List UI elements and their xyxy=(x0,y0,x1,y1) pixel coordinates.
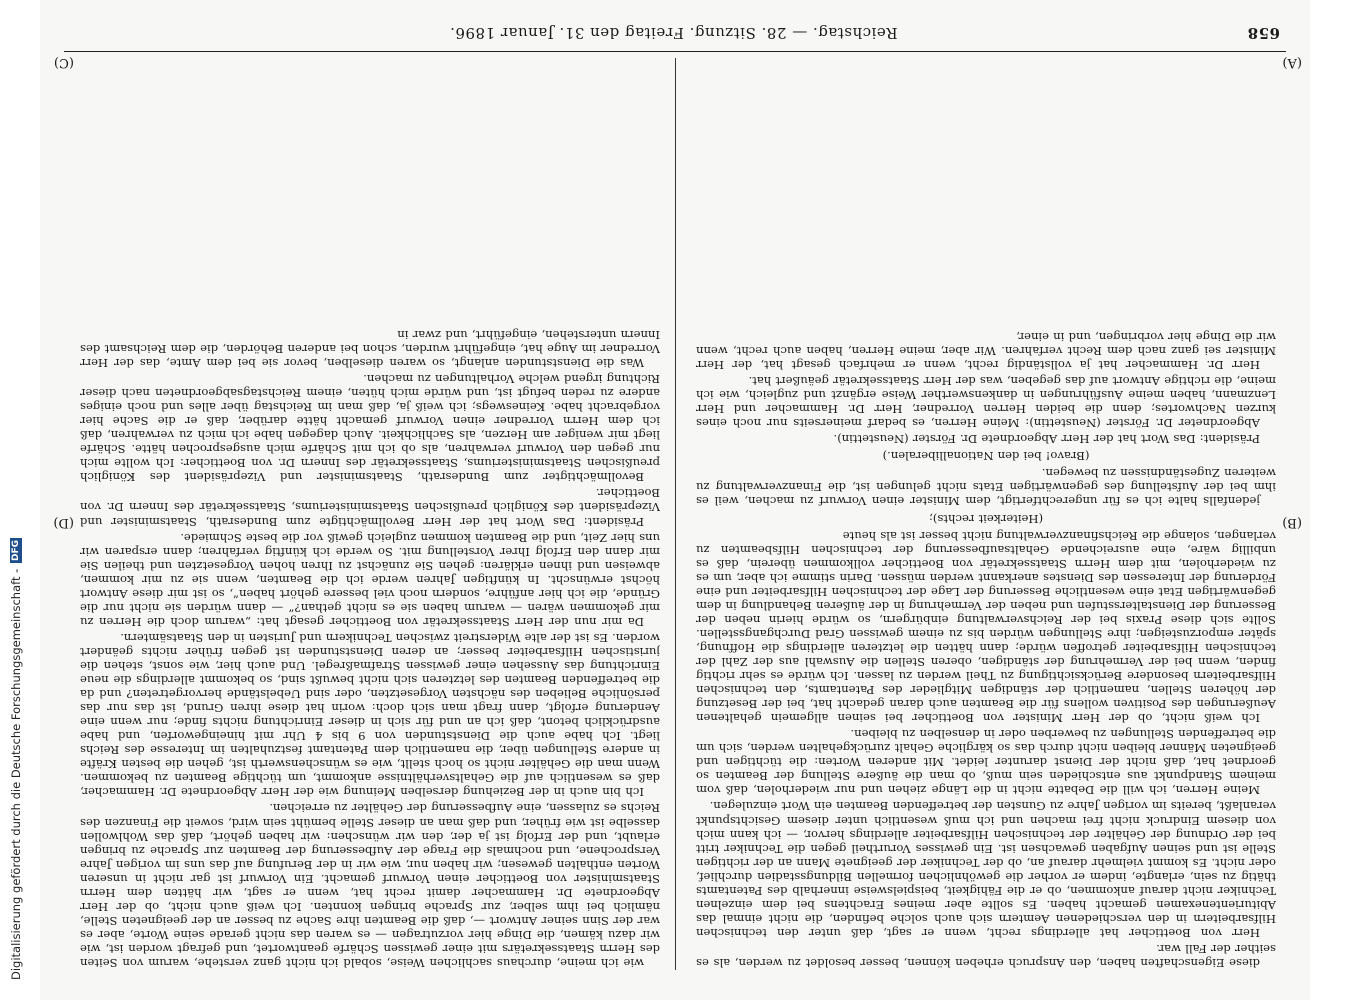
paragraph: Was die Dienststunden anlangt, so waren dieselben, bevor sie bei dem Amte, das der Herr Vorredner im Auge hat, eingeführt wurden, schon bei anderen Behörden, die dem Reichsamt des Innern unterstehen, eingeführt, und zwar in xyxy=(80,327,660,371)
margin-marker-d: (D) xyxy=(53,515,74,530)
paragraph: Meine Herren, ich will die Debatte nicht in die Länge ziehen und nur wiederholen, daß vom meinem Standpunkt aus entschieden sein muß, ob man die äußere Stellung der Beamten so geordnet hat, daß nicht der Dienst darunter leidet. Mit anderen Worten: die tüchtigen und geeigneten Männer bleiben nicht durch das so kärgliche Gehalt zurückgehalten werden, sich um die betreffenden Stellungen zu bewerben oder in denselben zu bleiben. xyxy=(696,727,1276,798)
paragraph: Herr Dr. Hammacher hat ja vollständig recht, wenn er mehrfach gesagt hat, der Herr Minister sei ganz nach dem Recht verfahren. Wir aber, meine Herren, haben auch recht, wenn wir die Dinge hier vorbringen, und in einer, xyxy=(696,329,1276,373)
paragraph: (Heiterkeit rechts); xyxy=(928,511,1044,526)
margin-marker-a: (A) xyxy=(1282,55,1302,70)
paragraph: Herr von Boetticher hat allerdings recht, wenn er sagt, daß unter den technischen Hilfsarbeitern in den verschiedenen Aemtern sich auch solche befinden, die nicht einmal das Abiturientenexamen gemacht haben. Es sollte aber meines Erachtens bei dem einzelnen Techniker nicht darauf ankommen, ob er die Fähigkeit, beispielsweise innerhalb des Patentamts thätig zu sein, erlangte, indem er vorher die gewöhnlichen formellen Bildungsstadien durchlief, oder nicht. Es kommt vielmehr darauf an, ob der Techniker der geeignete Mann an der richtigen Stelle ist und seinen Aufgaben gewachsen ist. Ein gewisses Vorurtheil gegen die Techniker tritt bei der Ordnung der Gehälter der technischen Hilfsarbeiter allerdings hervor, — ich kann mich von diesem Eindruck nicht frei machen und ich muß wesentlich unter diesem Gesichtspunkt veranlaßt, bereits im vorigen Jahre zu Gunsten der betreffenden Beamten ein Wort einzulegen. xyxy=(696,799,1276,940)
paragraph: Da mir nun der Herr Staatssekretär von Boetticher gesagt hat: „warum doch die Herren zu mir gekommen wären — warum haben sie es nicht gethan?“ — dann würden sie nicht nur die Gründe, die ich hier anführe, sondern noch viel bessere gehört haben“, so ist mir diese Antwort höchst erwünscht. In künftigen Jahren werde ich die Beamten, wenn sie zu mir kommen, abweisen und ihnen erklären: gehen Sie zunächst zu Ihren hohen Vorgesetzten und theilen Sie mir dann den Erfolg Ihrer Vorstellung mit. So werde ich künftig verfahren; dann ersparen wir uns hier Zeit, und die Beamten kommen zugleich gewiß vor die beste Schmiede. xyxy=(80,530,660,629)
dfg-logo: DFG xyxy=(11,539,21,561)
running-title: Reichstag. — 28. Sitzung. Freitag den 31. Januar 1896. xyxy=(449,24,898,42)
digitization-credit-text: Digitalisierung gefördert durch die Deutsche Forschungsgemeinschaft - xyxy=(9,568,23,980)
margin-marker-c: (C) xyxy=(53,55,74,70)
paragraph: Ich weiß nicht, ob der Herr Minister von Boetticher bei seinen allgemein gehaltenen Aeußerungen des Positiven wollens für die Beamten auch daran gedacht hat, bei der Besetzung der höheren Stellen, namentlich der ständigen Mitglieder des Patentamts, den technischen Hilfsarbeitern besondere Berücksichtigung zu Theil werden zu lassen. Ich würde es sehr richtig finden, wenn bei der Vermehrung der ständigen, oberen Stellen die Auswahl aus der Zahl der technischen Hilfsarbeiter getroffen würde; dann hätten die letzteren allerdings die Hoffnung, später emporzusteigen; ihre Stellungen würden bis zu einem gewissen Grad Durchgangsstellen. Sollte sich diese Praxis bei der Reichsverwaltung einbürgern, so würde hierin neben der Besserung der Dienstaltersstufen und neben der Vermehrung in der äußeren Behandlung in dem gegenwärtigen Etat eine wesentliche Besserung der Lage der technischen Hilfsarbeiter und eine Förderung der Interessen des Dienstes anerkannt werden müssen. Darin stimme ich aber, um es zu wiederholen, mit dem Herrn Staatssekretär von Boetticher vollkommen überein, daß es unbillig wäre, eine ausreichende Gehaltsaufbesserung der technischen Hilfsbeamten zu verlangen, solange die Reichsfinanzverwaltung nicht besser ist als heute xyxy=(696,528,1276,726)
paragraph: Abgeordneter Dr. Förster (Neustettin): Meine Herren, es bedarf meinerseits nur noch eines kurzen Nachwortes; denn die beiden Herren Vorredner, Herr Dr. Hammacher und Herr Lenzmann, haben meine Ausführungen in dankenswerther Weise ergänzt und zugleich, wie ich meine, die richtige Antwort auf das gegeben, was der Herr Staatssekretär geäußert hat. xyxy=(696,374,1276,431)
paragraph: diese Eigenschaften haben, den Anspruch erheben können, besser besoldet zu werden, als es seither der Fall war. xyxy=(696,941,1276,970)
paragraph: Ich bin auch in der Beziehung derselben Meinung wie der Herr Abgeordnete Dr. Hammacher, daß es wesentlich auf die Gehaltsverhältnisse ankommt, um tüchtige Beamten zu bekommen. Wenn man die Gehälter nicht so hoch stellt, wie es wünschenswerth ist, gehen die besten Kräfte in andere Stellungen über, die namentlich dem Patentamt festzuhalten im Interesse des Reichs liegt. Ich habe auch die Dienststunden von 9 bis 4 Uhr mit hineingeworfen, und habe ausdrücklich betont, daß ich an und für sich in dieser Einrichtung nichts finde; nur wenn eine Aenderung erfolgt, dann fragt man sich doch: worin hat diese ihren Grund, ist das nur das persönliche Belieben des nächsten Vorgesetzten, oder sind Uebelstände hervorgetreten? und da die betreffenden Beamten des letzteren sich nicht bewußt sind, so bekommt allerdings die neue Einrichtung das Aussehen einer gewissen Strafmaßregel. Und auch hier, wie sonst, stehen die juristischen Hilfsarbeiter besser; an deren Dienststunden ist gegen früher nichts geändert worden. Es ist der alte Widerstreit zwischen Technikern und Juristen in den Staatsämtern. xyxy=(80,630,660,800)
paragraph: Bevollmächtigter zum Bundesrath, Staatsminister und Vizepräsident des Königlich preußischen Staatsministeriums, Staatssekretär des Innern Dr. von Boetticher: Ich wollte mich nur gegen den Vorwurf verwahren, als ob ich mit Schärfe mich ausgesprochen hätte. Schärfe liegt mir weniger am Herzen, als Sachlichkeit. Auch dagegen habe ich mich zu verwahren, daß ich dem Herrn Vorredner einen Vorwurf gemacht hätte darüber, daß er die Sache hier vorgebracht habe. Keineswegs; ich weiß ja, daß man im Reichstag über alles und noch einiges andere zu reden befugt ist, und würde mich hüten, einem Reichstagsabgeordneten nach dieser Richtung irgend welche Vorhaltungen zu machen. xyxy=(80,372,660,485)
right-text-column xyxy=(80,58,660,970)
page-header xyxy=(70,21,1280,45)
paragraph: wie ich meine, durchaus sachlichen Weise, sobald ich nicht ganz verstehe, warum von Seiten des Herrn Staatssekretärs mit einer gewissen Schärfe geantwortet, und gefragt worden ist, wie wir dazu kämen, die Dinge hier vorzutragen — es waren das nicht gerade seine Worte, aber es war der Sinn seiner Antwort —, daß die Beamten ihre Sache zu besser an der geeigneten Stelle, nämlich bei ihm selber, zur Sprache bringen konnten. Ich weiß auch nicht, ob der Herr Abgeordnete Dr. Hammacher damit recht hat, wenn er sagt, wir hätten dem Herrn Staatsminister von Boetticher einen Vorwurf gemacht. Ein Vorwurf ist gar nicht in unseren Worten enthalten gewesen; wir haben nur, wie wir in der Berufung auf das uns im vorigen Jahre Versprochene, und nochmals die Frage der Aufbesserung der Beamten zur Sprache zu bringen erlaubt, und der Erfolg ist ja der, den wir wünschen: wir haben gehört, daß das Wohlwollen dasselbe ist wie früher, und daß man an dieser Stelle bemüht sein wird, soweit die Finanzen des Reichs es zulassen, eine Aufbesserung der Gehälter zu erreichen. xyxy=(80,801,660,970)
digitization-credit xyxy=(6,80,26,980)
paragraph: Präsident: Das Wort hat der Herr Abgeordnete Dr. Förster (Neustettin). xyxy=(833,432,1260,447)
paragraph: Präsident: Das Wort hat der Herr Bevollmächtigte zum Bundesrath, Staatsminister und Vizepräsident des Königlich preußischen Staatsministeriums, Staatssekretär des Innern Dr. von Boetticher. xyxy=(80,486,660,529)
document-page xyxy=(40,0,1310,1000)
page-number: 658 xyxy=(1247,24,1280,42)
margin-marker-b: (B) xyxy=(1282,515,1302,530)
paragraph: jedenfalls halte ich es für ungerechtfertigt, dem Minister einen Vorwurf zu machen, weil es ihm bei der Aufstellung des gegenwärtigen Etats nicht gelungen ist, die Finanzverwaltung zu weiteren Zugeständnissen zu bewegen. xyxy=(696,466,1276,509)
rotated-page-content xyxy=(40,0,1310,1000)
column-divider xyxy=(675,58,676,970)
paragraph: (Bravo! bei den Nationalliberalen.) xyxy=(882,449,1090,464)
left-text-column xyxy=(696,58,1276,970)
header-rule xyxy=(64,51,1286,52)
